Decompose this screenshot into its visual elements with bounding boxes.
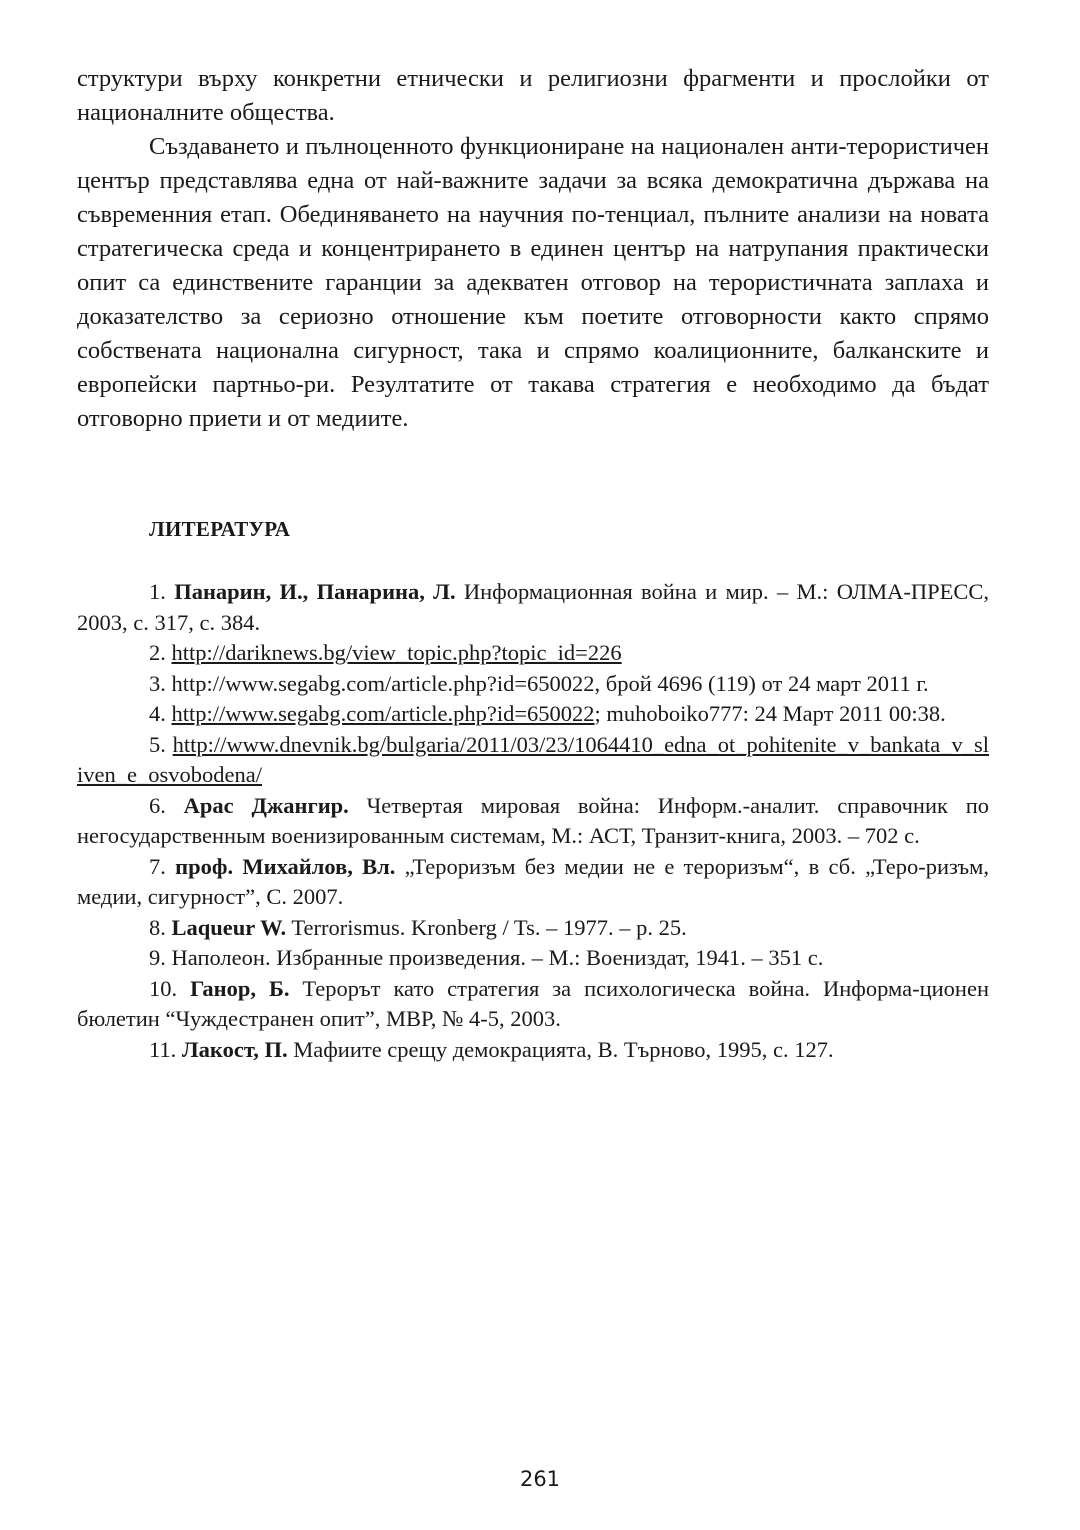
reference-text: „Тероризъм без медии не е тероризъм“, в сб. „Теро-ризъм, медии, сигурност”, С. 2007. [77,853,990,909]
reference-text: Четвертая мировая война: Информ.-аналит. справочник по негосударственным военизированным системам, М.: АСТ, Транзит-книга, 2003. – 702 с. [77,792,990,848]
reference-item [77,852,989,913]
reference-text: ; muhoboiko777: 24 Март 2011 00:38. [594,701,946,726]
reference-number: 6. [149,792,166,818]
reference-author: Лакост, П. [181,1036,288,1062]
reference-link[interactable]: http://www.segabg.com/article.php?id=650022 [171,701,595,726]
reference-text: http://www.segabg.com/article.php?id=650022, брой 4696 (119) от 24 март 2011 г. [171,670,929,696]
reference-link[interactable]: http://www.dnevnik.bg/bulgaria/2011/03/23/1064410_edna_ot_pohitenite_v_bankata_v_sliven_e_osvobodena/ [77,731,989,787]
reference-number: 10. [149,975,178,1001]
reference-item [77,943,989,974]
reference-item [77,577,989,638]
page-number: 261 [519,1467,561,1491]
reference-text: Terrorismus. Kronberg / Ts. – 1977. – p. 25. [286,914,687,940]
reference-text: Информационная война и мир. – М.: ОЛМА-ПРЕСС, 2003, с. 317, с. 384. [77,579,989,635]
reference-number: 11. [149,1036,177,1062]
reference-author: Арас Джангир. [183,792,349,818]
reference-number: 8. [149,914,166,940]
reference-item [77,913,989,944]
reference-item [77,669,989,700]
reference-item [77,699,989,730]
reference-item [77,791,989,852]
reference-text: Мафиите срещу демокрацията, В. Търново, 1995, с. 127. [287,1036,834,1062]
reference-item [77,730,989,791]
reference-text: Наполеон. Избранные произведения. – М.: Воениздат, 1941. – 351 с. [171,945,824,970]
reference-number: 5. [149,731,166,757]
reference-item [77,974,989,1035]
reference-author: Ганор, Б. [190,975,290,1001]
reference-author: проф. Михайлов, Вл. [175,853,396,879]
reference-number: 9. [149,945,166,970]
reference-author: Панарин, И., Панарина, Л. [174,579,456,604]
reference-item [77,638,989,669]
reference-number: 1. [149,579,166,604]
reference-number: 3. [149,670,166,696]
reference-number: 2. [149,640,166,665]
reference-link[interactable]: http://dariknews.bg/view_topic.php?topic_id=226 [171,640,622,665]
page-content [77,62,989,1065]
literature-heading: ЛИТЕРАТУРА [149,517,291,541]
reference-text: Терорът като стратегия за психологическа война. Информа-ционен бюлетин “Чуждестранен опит”, МВР, № 4-5, 2003. [77,975,989,1031]
reference-number: 7. [149,853,166,879]
reference-list [77,577,989,1065]
reference-item [77,1035,989,1066]
reference-number: 4. [149,701,166,726]
reference-author: Laqueur W. [171,914,287,940]
paragraph-anti-terror-center: Създаването и пълноценното функциониране на национален анти-терористичен център представлява една от най-важните задачи за всяка демократична държава на съвременния етап. Обединяването на научния по-тенциал, пълните анализи на новата стратегическа среда и концентрирането в единен център на натрупания практически опит са единствените гаранции за адекватен отговор на терористичната заплаха и доказателство за сериозно отношение към поетите отговорности както спрямо собствената национална сигурност, така и спрямо коалиционните, балканските и европейски партньо-ри. Резултатите от такава стратегия е необходимо да бъдат отговорно приети и от медиите. [77,133,989,432]
paragraph-continuation: структури върху конкретни етнически и религиозни фрагменти и прослойки от националните общества. [77,65,989,126]
